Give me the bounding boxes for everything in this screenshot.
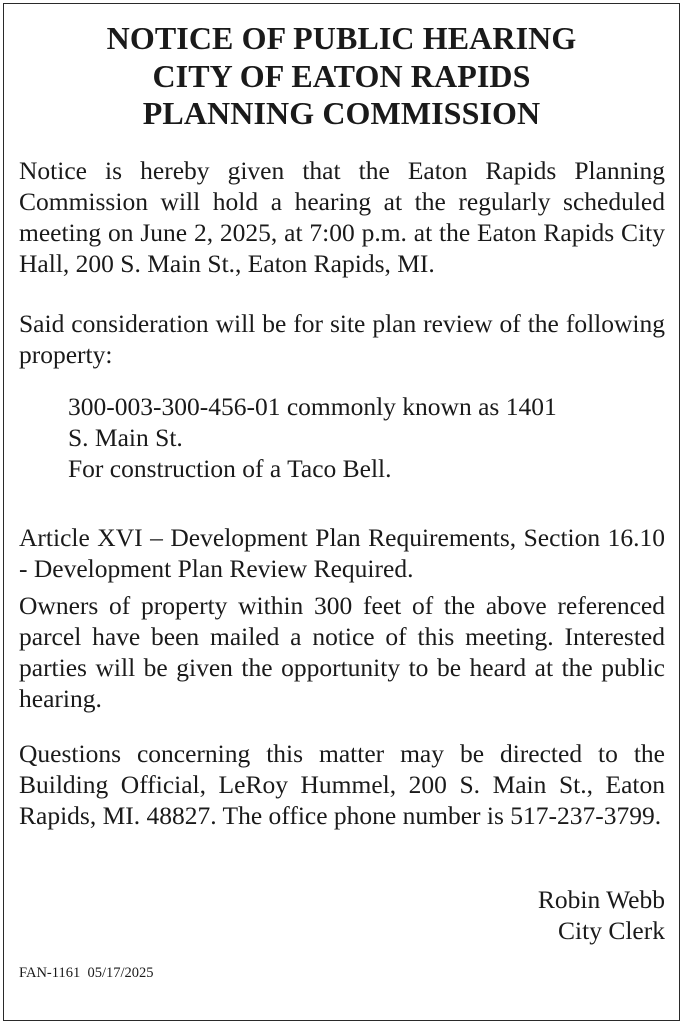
property-description [68,391,557,484]
title-line: CITY OF EATON RAPIDS [152,57,531,94]
property-line: S. Main St. [68,423,183,452]
notice-reference-footer: FAN-1161 05/17/2025 [19,965,154,981]
signer-name: Robin Webb [537,885,665,914]
property-line: 300-003-300-456-01 commonly known as 1401 [68,392,557,421]
consideration-paragraph: Said consideration will be for site plan review of the following property: [19,309,665,369]
hearing-notice-paragraph: Notice is hereby given that the Eaton Rapids Planning Commission will hold a hearing at the regularly scheduled meeting on June 2, 2025, at 7:00 p.m. at the Eaton Rapids City Hall, 200 S. Main St., Eaton Rapids, MI. [19,156,665,278]
notice-title [4,20,679,133]
public-notice [3,3,680,1021]
property-line: For construction of a Taco Bell. [68,454,392,483]
questions-paragraph: Questions concerning this matter may be directed to the Building Official, LeRoy Hummel, 200 S. Main St., Eaton Rapids, MI. 48827. The office phone number is 517-​237-3799. [19,739,665,830]
signer-title: City Clerk [558,916,665,945]
title-line: NOTICE OF PUBLIC HEARING [106,20,577,56]
signature-block [538,884,665,946]
owners-paragraph: Owners of property within 300 feet of the above referenced parcel have been mailed a notice of this meeting. Interested parties will be given the opportunity to be heard at the public hearing. [19,591,665,713]
article-paragraph: Article XVI – Development Plan Requirements, Section 16.10 - Development Plan Review Required. [19,523,665,583]
title-line: PLANNING COMMISSION [142,95,541,131]
